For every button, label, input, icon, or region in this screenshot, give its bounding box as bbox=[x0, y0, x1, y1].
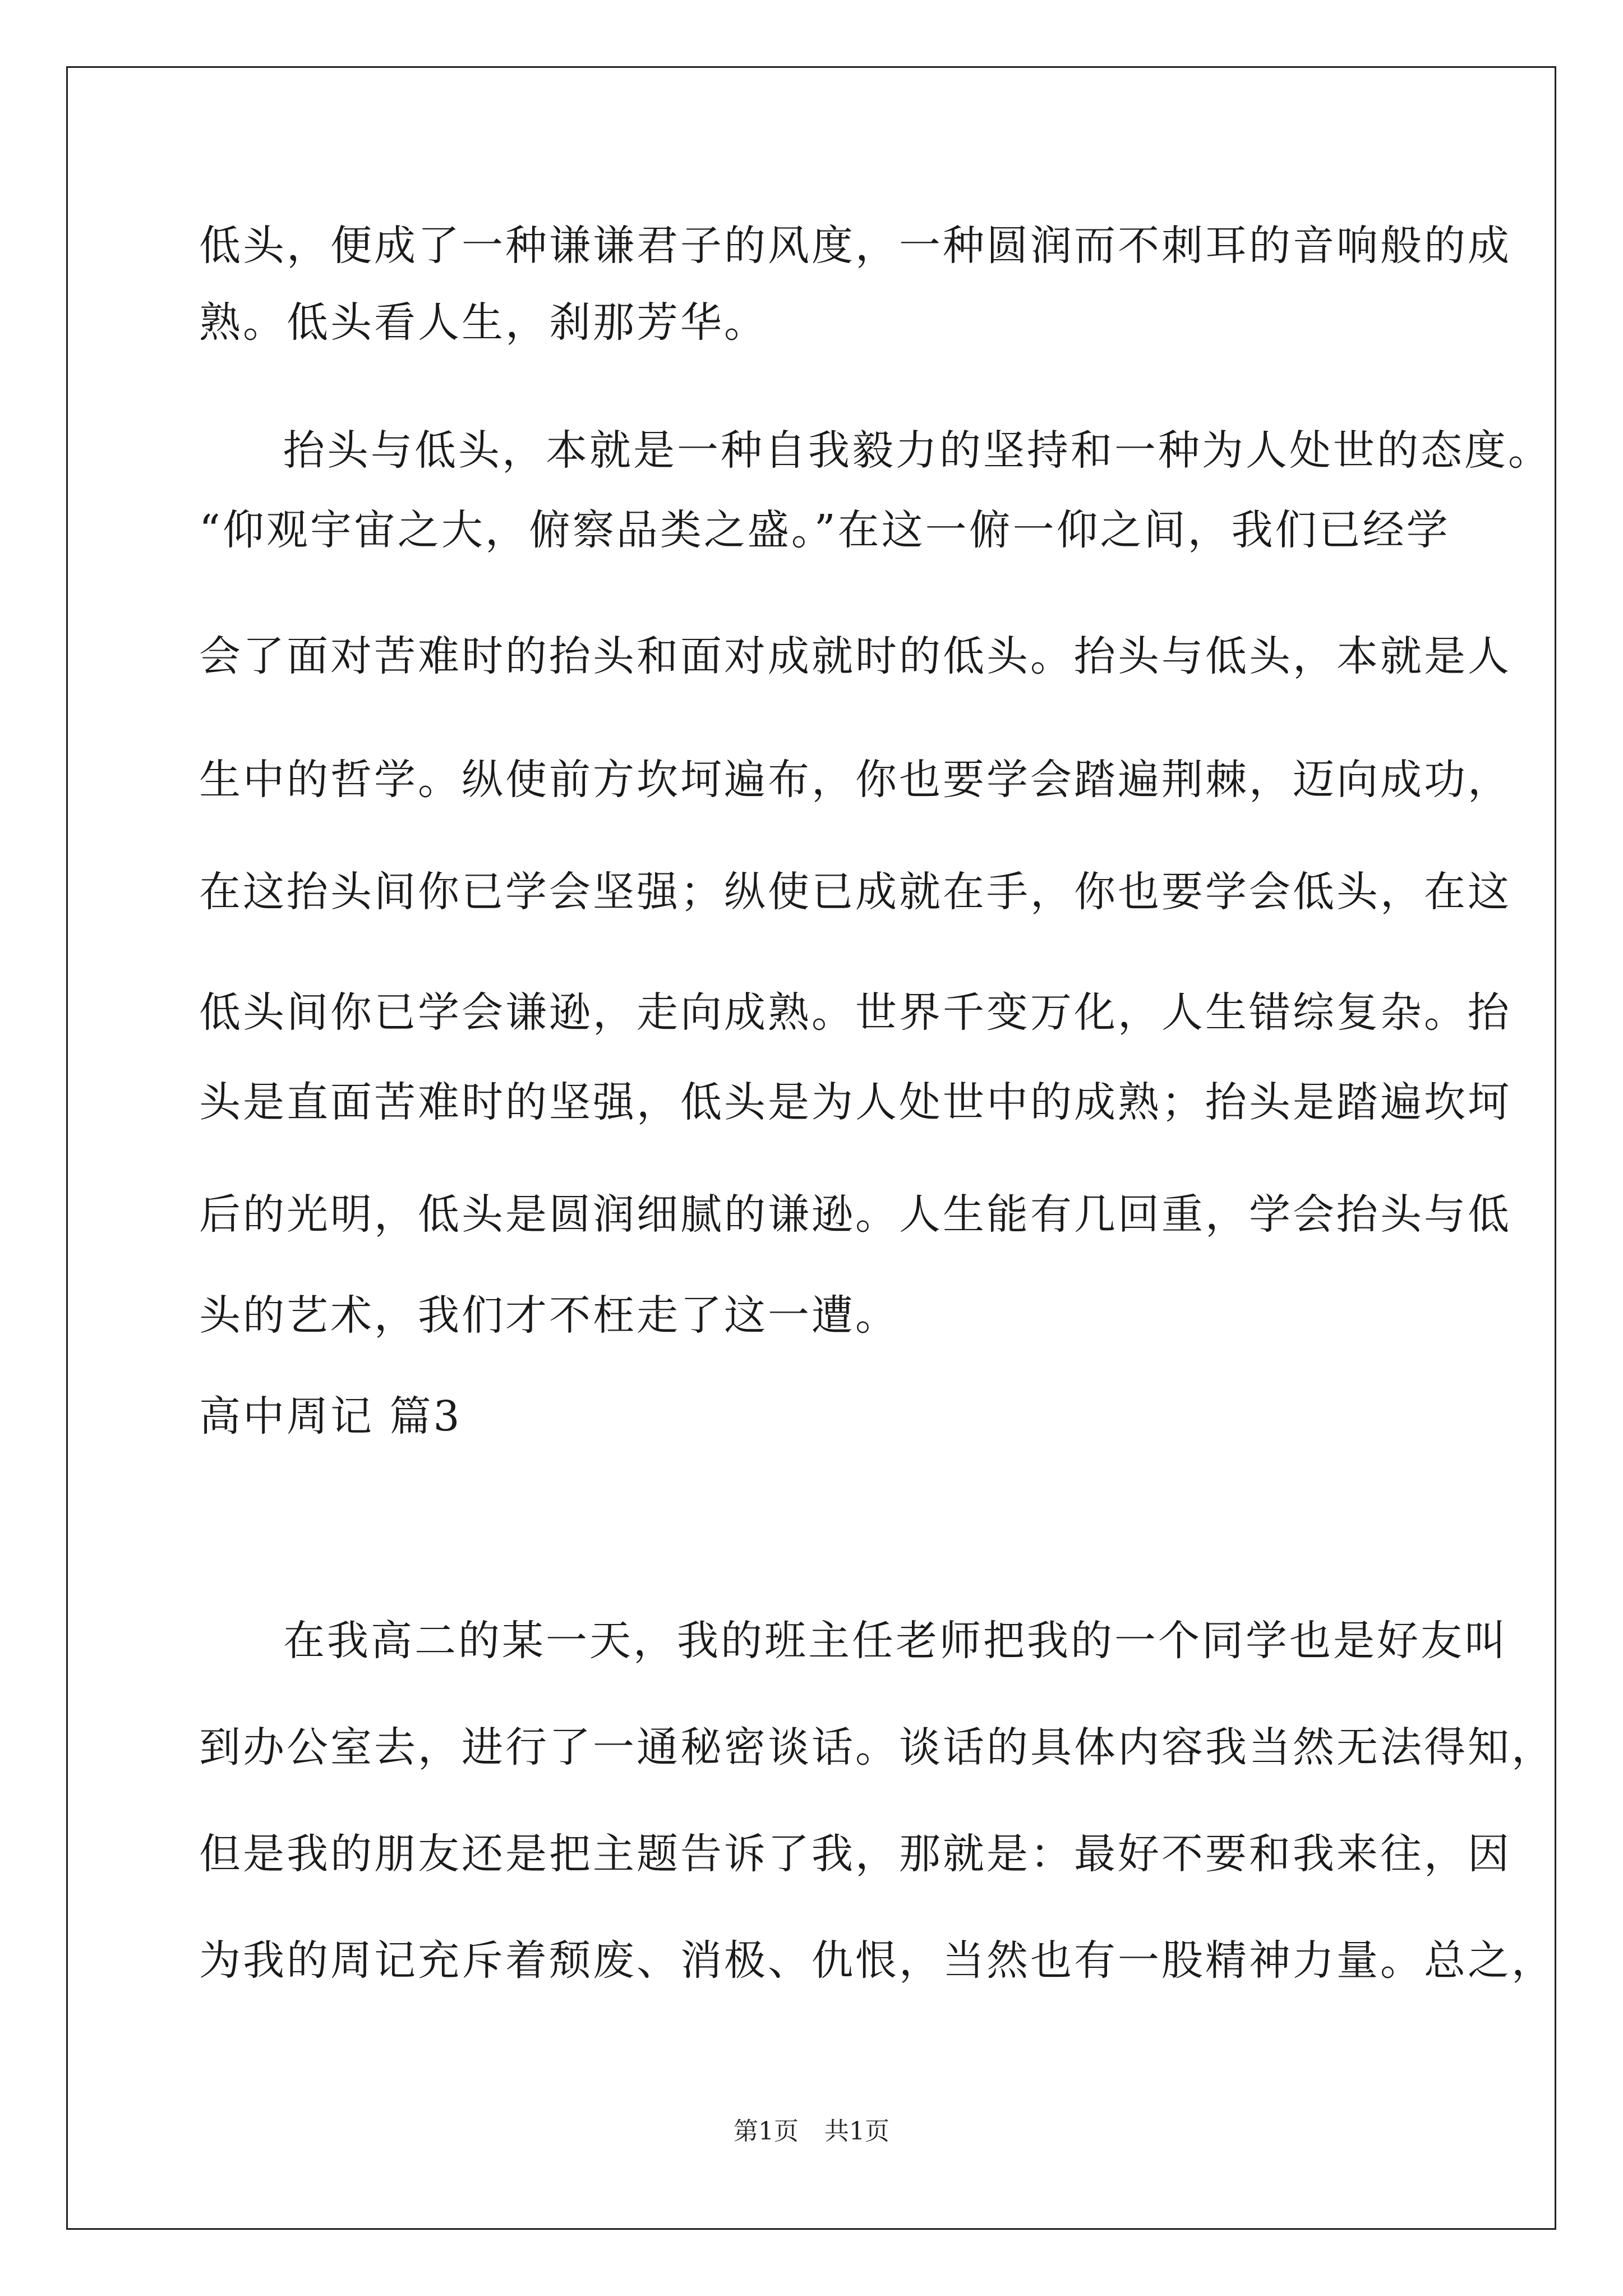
paragraph-1-line-1: 低头，便成了一种谦谦君子的风度，一种圆润而不刺耳的音响般的成 bbox=[199, 222, 1511, 270]
paragraph-2-line-2: “仰观宇宙之大，俯察品类之盛。”在这一俯一仰之间，我们已经学 bbox=[199, 506, 1450, 554]
paragraph-2-line-1: 抬头与低头，本就是一种自我毅力的坚持和一种为人处世的态度。 bbox=[283, 426, 1552, 475]
paragraph-2-line-5: 在这抬头间你已学会坚强；纵使已成就在手，你也要学会低头，在这 bbox=[199, 868, 1511, 916]
paragraph-2-line-9: 头的艺术，我们才不枉走了这一遭。 bbox=[199, 1291, 899, 1340]
paragraph-3-line-1: 在我高二的某一天，我的班主任老师把我的一个同学也是好友叫 bbox=[283, 1617, 1508, 1665]
paragraph-3-line-3: 但是我的朋友还是把主题告诉了我，那就是：最好不要和我来往，因 bbox=[199, 1830, 1511, 1878]
section-heading: 高中周记 篇3 bbox=[199, 1392, 462, 1441]
page-footer bbox=[0, 2115, 1623, 2148]
page-number: 第1页 bbox=[734, 2117, 799, 2146]
page-border bbox=[66, 66, 1556, 2230]
paragraph-3-line-2: 到办公室去，进行了一通秘密谈话。谈话的具体内容我当然无法得知， bbox=[199, 1723, 1555, 1772]
paragraph-2-line-3: 会了面对苦难时的抬头和面对成就时的低头。抬头与低头，本就是人 bbox=[199, 632, 1511, 680]
paragraph-2-line-8: 后的光明，低头是圆润细腻的谦逊。人生能有几回重，学会抬头与低 bbox=[199, 1190, 1511, 1239]
page-total: 共1页 bbox=[824, 2117, 889, 2146]
paragraph-2-line-6: 低头间你已学会谦逊，走向成熟。世界千变万化，人生错综复杂。抬 bbox=[199, 988, 1511, 1037]
paragraph-2-line-4: 生中的哲学。纵使前方坎坷遍布，你也要学会踏遍荆棘，迈向成功， bbox=[199, 756, 1511, 804]
paragraph-1-line-2: 熟。低头看人生，刹那芳华。 bbox=[199, 298, 768, 347]
paragraph-3-line-4: 为我的周记充斥着颓废、消极、仇恨，当然也有一股精神力量。总之， bbox=[199, 1936, 1555, 1985]
paragraph-2-line-7: 头是直面苦难时的坚强，低头是为人处世中的成熟；抬头是踏遍坎坷 bbox=[199, 1078, 1511, 1126]
